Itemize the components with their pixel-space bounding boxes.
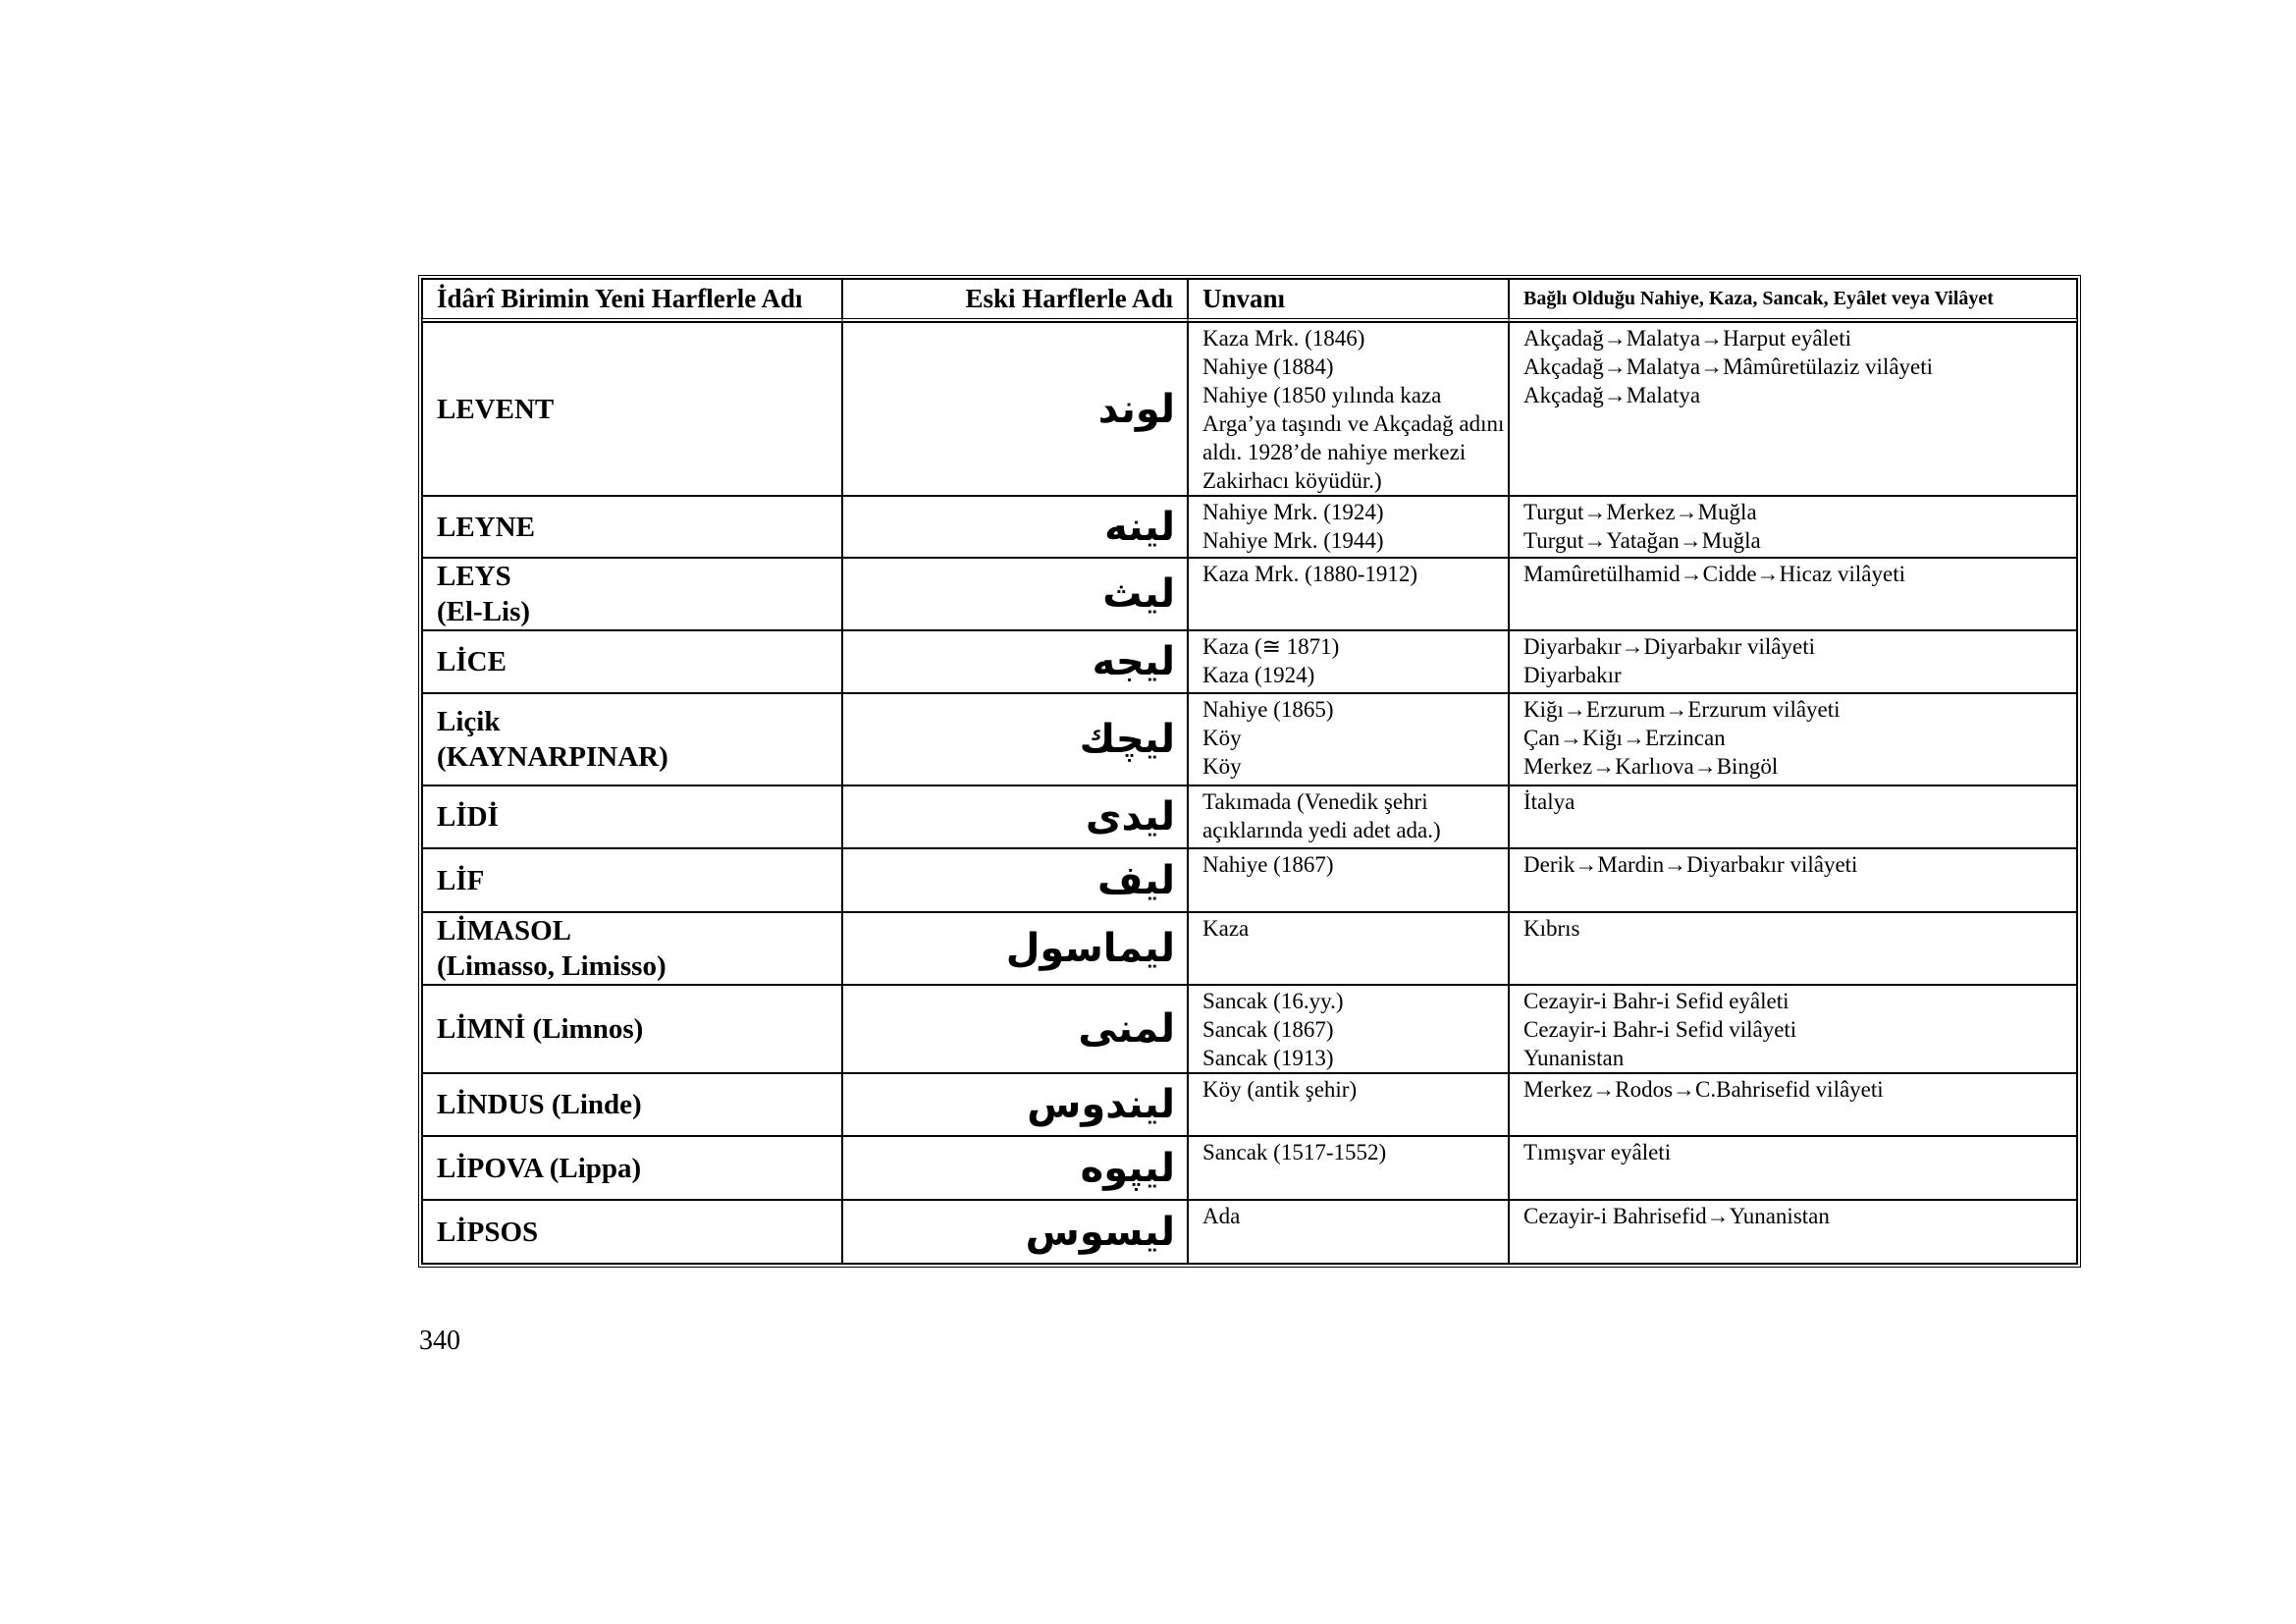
- new-name-line: (KAYNARPINAR): [437, 741, 668, 773]
- cell-title: [1188, 496, 1509, 558]
- new-name-line: LEYNE: [437, 511, 535, 543]
- cell-title: [1188, 630, 1509, 693]
- cell-bound-to: [1509, 848, 2077, 912]
- title-line: Kaza Mrk. (1880-1912): [1202, 562, 1418, 586]
- cell-bound-to: [1509, 630, 2077, 693]
- new-name-line: LİMNİ (Limnos): [437, 1013, 644, 1045]
- title-line: Kaza (1924): [1202, 663, 1315, 687]
- bound-line: Merkez→Karlıova→Bingöl: [1523, 754, 1779, 779]
- cell-bound-to: [1509, 1200, 2077, 1264]
- title-line: Sancak (1517-1552): [1202, 1140, 1387, 1164]
- table-row: [422, 1200, 2077, 1264]
- title-line: Sancak (1867): [1202, 1017, 1334, 1042]
- new-name-line: LEVENT: [437, 393, 555, 425]
- title-line: Köy: [1202, 754, 1242, 779]
- title-line: Sancak (1913): [1202, 1046, 1334, 1070]
- cell-old-name: لوند: [842, 322, 1188, 496]
- bound-line: Cezayir-i Bahr-i Sefid vilâyeti: [1523, 1017, 1797, 1042]
- cell-new-name: [422, 785, 842, 848]
- new-name-line: LİPSOS: [437, 1216, 539, 1248]
- cell-title: [1188, 558, 1509, 630]
- cell-bound-to: [1509, 693, 2077, 785]
- cell-old-name: ليجه: [842, 630, 1188, 693]
- new-name-line: Liçik: [437, 706, 501, 737]
- new-name-line: LİMASOL: [437, 915, 571, 947]
- table-row: [422, 1073, 2077, 1136]
- bound-line: Akçadağ→Malatya→Harput eyâleti: [1523, 326, 1852, 351]
- new-name-line: LİNDUS (Linde): [437, 1089, 642, 1120]
- new-name-line: (Limasso, Limisso): [437, 950, 667, 982]
- cell-new-name: [422, 848, 842, 912]
- cell-old-name: لمنى: [842, 985, 1188, 1073]
- cell-new-name: [422, 985, 842, 1073]
- cell-bound-to: [1509, 496, 2077, 558]
- cell-new-name: [422, 912, 842, 985]
- title-line: Ada: [1202, 1204, 1241, 1228]
- bound-line: Akçadağ→Malatya: [1523, 383, 1701, 407]
- title-line: Kaza: [1202, 916, 1250, 941]
- cell-bound-to: [1509, 985, 2077, 1073]
- header-bound-to: Bağlı Olduğu Nahiye, Kaza, Sancak, Eyâlet veya Vilâyet: [1509, 279, 2077, 322]
- cell-old-name: لينه: [842, 496, 1188, 558]
- cell-old-name: ليپوه: [842, 1136, 1188, 1200]
- new-name-line: (El-Lis): [437, 596, 531, 627]
- cell-new-name: [422, 322, 842, 496]
- cell-bound-to: [1509, 558, 2077, 630]
- new-name-line: LEYS: [437, 561, 511, 592]
- table-row: [422, 496, 2077, 558]
- title-line: Kaza Mrk. (1846): [1202, 326, 1365, 351]
- new-name-line: LİPOVA (Lippa): [437, 1152, 642, 1184]
- title-line: Nahiye (1865): [1202, 697, 1334, 722]
- bound-line: Çan→Kiğı→Erzincan: [1523, 726, 1726, 750]
- title-line: Nahiye (1850 yılında kaza Arga’ya taşındı ve Akçadağ adını aldı. 1928’de nahiye merkezi Zakirhacı köyüdür.): [1202, 383, 1505, 493]
- title-line: Nahiye (1867): [1202, 852, 1334, 877]
- cell-new-name: [422, 630, 842, 693]
- table-row: [422, 1136, 2077, 1200]
- title-line: Köy (antik şehir): [1202, 1077, 1358, 1102]
- bound-line: Cezayir-i Bahrisefid→Yunanistan: [1523, 1204, 1830, 1228]
- cell-title: [1188, 1073, 1509, 1136]
- cell-new-name: [422, 558, 842, 630]
- title-line: Sancak (16.yy.): [1202, 989, 1344, 1013]
- bound-line: Mamûretülhamid→Cidde→Hicaz vilâyeti: [1523, 562, 1905, 586]
- title-line: Takımada (Venedik şehri açıklarında yedi adet ada.): [1202, 789, 1441, 842]
- table-row: [422, 693, 2077, 785]
- cell-old-name: ليف: [842, 848, 1188, 912]
- cell-title: [1188, 785, 1509, 848]
- cell-bound-to: [1509, 912, 2077, 985]
- header-old-name: Eski Harflerle Adı: [842, 279, 1188, 322]
- bound-line: Turgut→Yatağan→Muğla: [1523, 528, 1761, 553]
- new-name-line: LİF: [437, 864, 485, 896]
- cell-old-name: ليدى: [842, 785, 1188, 848]
- bound-line: Akçadağ→Malatya→Mâmûretülaziz vilâyeti: [1523, 354, 1934, 379]
- table-row: [422, 985, 2077, 1073]
- header-new-name: İdârî Birimin Yeni Harflerle Adı: [422, 279, 842, 322]
- cell-old-name: ليسوس: [842, 1200, 1188, 1264]
- cell-title: [1188, 912, 1509, 985]
- cell-old-name: ليماسول: [842, 912, 1188, 985]
- table-row: [422, 630, 2077, 693]
- header-title: Unvanı: [1188, 279, 1509, 322]
- cell-title: [1188, 1200, 1509, 1264]
- title-line: Nahiye Mrk. (1924): [1202, 500, 1384, 524]
- cell-bound-to: [1509, 1073, 2077, 1136]
- table-row: [422, 558, 2077, 630]
- cell-title: [1188, 322, 1509, 496]
- table-row: [422, 785, 2077, 848]
- bound-line: Kiğı→Erzurum→Erzurum vilâyeti: [1523, 697, 1841, 722]
- bound-line: Merkez→Rodos→C.Bahrisefid vilâyeti: [1523, 1077, 1884, 1102]
- cell-bound-to: [1509, 1136, 2077, 1200]
- bound-line: Yunanistan: [1523, 1046, 1625, 1070]
- title-line: Nahiye (1884): [1202, 354, 1334, 379]
- bound-line: Derik→Mardin→Diyarbakır vilâyeti: [1523, 852, 1858, 877]
- cell-bound-to: [1509, 785, 2077, 848]
- table-row: [422, 322, 2077, 496]
- bound-line: Tımışvar eyâleti: [1523, 1140, 1672, 1164]
- cell-old-name: ليث: [842, 558, 1188, 630]
- cell-new-name: [422, 496, 842, 558]
- cell-title: [1188, 848, 1509, 912]
- cell-new-name: [422, 1200, 842, 1264]
- page-number: 340: [419, 1326, 460, 1356]
- bound-line: Kıbrıs: [1523, 916, 1580, 941]
- cell-new-name: [422, 1136, 842, 1200]
- cell-title: [1188, 693, 1509, 785]
- bound-line: İtalya: [1523, 789, 1575, 814]
- title-line: Köy: [1202, 726, 1242, 750]
- cell-old-name: ليندوس: [842, 1073, 1188, 1136]
- table-row: [422, 912, 2077, 985]
- table-row: [422, 848, 2077, 912]
- table-body: [422, 322, 2077, 1264]
- cell-bound-to: [1509, 322, 2077, 496]
- cell-old-name: ليچك: [842, 693, 1188, 785]
- cell-new-name: [422, 1073, 842, 1136]
- title-line: Kaza (≅ 1871): [1202, 634, 1340, 659]
- bound-line: Cezayir-i Bahr-i Sefid eyâleti: [1523, 989, 1789, 1013]
- bound-line: Diyarbakır→Diyarbakır vilâyeti: [1523, 634, 1815, 659]
- new-name-line: LİCE: [437, 646, 507, 677]
- bound-line: Diyarbakır: [1523, 663, 1622, 687]
- bound-line: Turgut→Merkez→Muğla: [1523, 500, 1757, 524]
- cell-title: [1188, 985, 1509, 1073]
- cell-title: [1188, 1136, 1509, 1200]
- table-header-row: [422, 279, 2077, 322]
- cell-new-name: [422, 693, 842, 785]
- new-name-line: LİDİ: [437, 801, 499, 833]
- place-names-table: [418, 275, 2081, 1268]
- title-line: Nahiye Mrk. (1944): [1202, 528, 1384, 553]
